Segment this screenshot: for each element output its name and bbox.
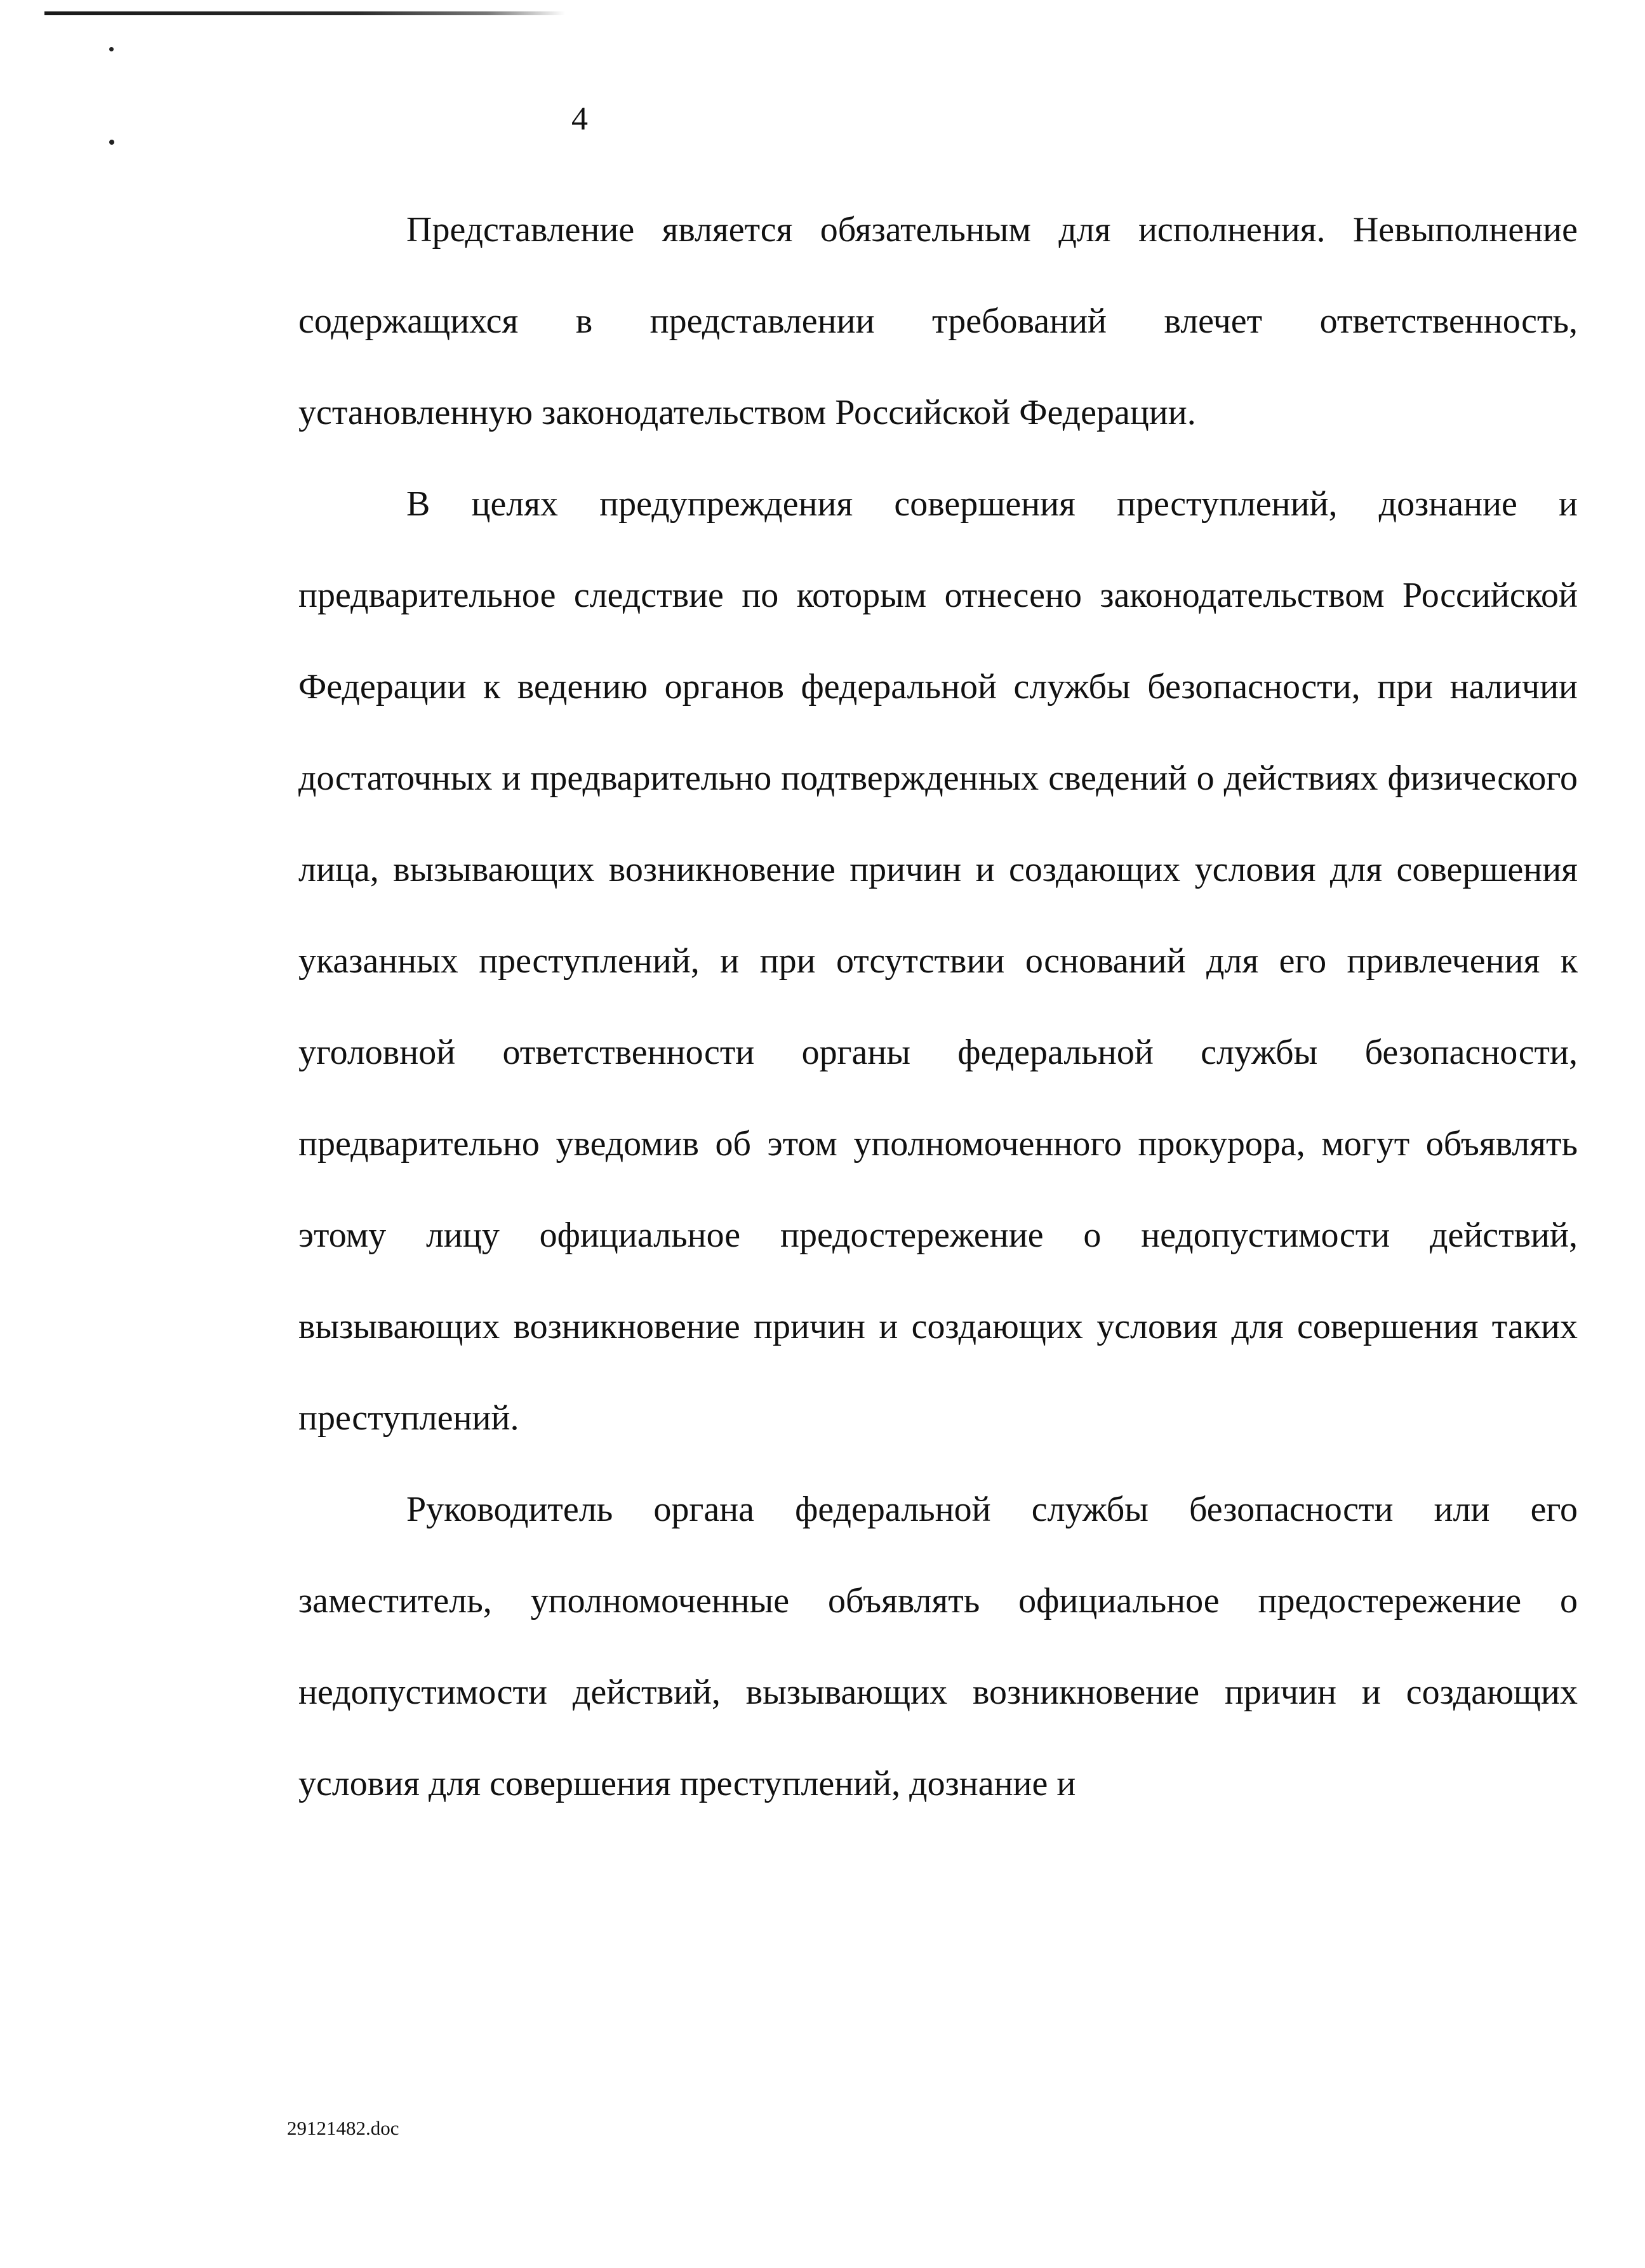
paragraph-3: Руководитель органа федеральной службы безопасности или его заместитель, уполномоченные объявлять официальное предостережение о недопустимости действий, вызывающих возникновение причин и создающих условия для совершения преступлений, дознание и <box>298 1490 1578 1803</box>
paragraph-2: В целях предупреждения совершения преступлений, дознание и предварительное следствие по которым отнесено законодательством Российской Федерации к ведению органов федеральной службы безопасности, при наличии достаточных и предварительно подтвержденных сведений о действиях физического лица, вызывающих возникновение причин и создающих условия для совершения указанных преступлений, и при отсутствии оснований для его привлечения к уголовной ответственности органы федеральной службы безопасности, предварительно уведомив об этом уполномоченного прокурора, могут объявлять этому лицу официальное предостережение о недопустимости действий, вызывающих возникновение причин и создающих условия для совершения таких преступлений. <box>298 484 1578 1438</box>
scan-edge-mark <box>44 11 565 15</box>
page-number: 4 <box>571 101 588 137</box>
footer-filename: 29121482.doc <box>287 2117 399 2139</box>
scan-speck <box>109 140 114 145</box>
scan-speck <box>109 47 114 51</box>
paragraph-1: Представление является обязательным для исполнения. Невыполнение содержащихся в представлении требований влечет ответственность, установленную законодательством Российской Федерации. <box>298 210 1578 432</box>
document-body <box>298 184 1578 1829</box>
